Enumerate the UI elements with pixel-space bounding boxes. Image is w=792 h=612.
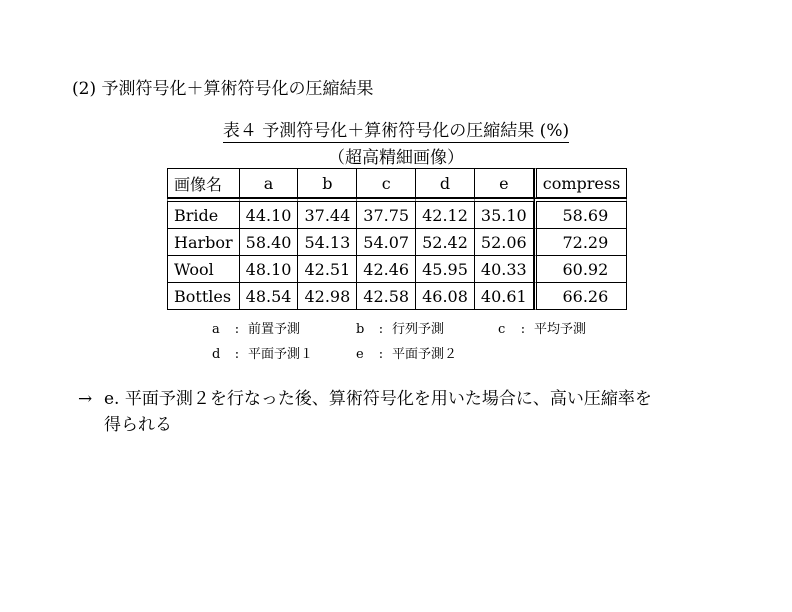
- section-heading: (2) 予測符号化＋算術符号化の圧縮結果: [72, 79, 374, 99]
- table-cell: 45.95: [416, 256, 475, 283]
- legend-colon: :: [234, 347, 240, 362]
- table-cell: 42.58: [357, 283, 416, 310]
- table-row: [167, 229, 627, 256]
- legend-item-c: [498, 318, 586, 337]
- table-cell: Wool: [167, 256, 240, 283]
- table-header-row: [167, 168, 627, 198]
- table-row: [167, 198, 627, 229]
- legend-key: b: [356, 322, 365, 337]
- table-cell: 42.98: [298, 283, 357, 310]
- table-cell: 40.33: [475, 256, 534, 283]
- legend-label: 行列予測: [392, 322, 445, 337]
- table-cell: 48.54: [240, 283, 299, 310]
- table-cell: 42.12: [416, 198, 475, 229]
- table-cell: 66.26: [534, 283, 628, 310]
- table-cell: 42.46: [357, 256, 416, 283]
- table-cell: 46.08: [416, 283, 475, 310]
- column-header: compress: [534, 168, 628, 198]
- column-header: 画像名: [167, 168, 240, 198]
- table-cell: 54.13: [298, 229, 357, 256]
- right-arrow-icon: →: [78, 389, 93, 409]
- legend-colon: :: [378, 322, 384, 337]
- table-cell: 37.44: [298, 198, 357, 229]
- table-cell: 58.69: [534, 198, 628, 229]
- legend-colon: :: [378, 347, 384, 362]
- table-cell: 48.10: [240, 256, 299, 283]
- table-caption: [0, 116, 792, 143]
- conclusion-text: [78, 386, 758, 438]
- table-cell: 42.51: [298, 256, 357, 283]
- legend-label: 平面予測１: [248, 347, 314, 362]
- table-cell: 40.61: [475, 283, 534, 310]
- table-cell: Bottles: [167, 283, 240, 310]
- table-cell: Bride: [167, 198, 240, 229]
- column-header: d: [416, 168, 475, 198]
- table-cell: 37.75: [357, 198, 416, 229]
- legend-key: a: [212, 322, 220, 337]
- column-header: c: [357, 168, 416, 198]
- legend-item-b: [356, 318, 444, 337]
- table-cell: Harbor: [167, 229, 240, 256]
- table-row: [167, 283, 627, 310]
- table-row: [167, 256, 627, 283]
- legend-label: 前置予測: [248, 322, 301, 337]
- table-cell: 52.42: [416, 229, 475, 256]
- table-cell: 35.10: [475, 198, 534, 229]
- table-caption-text: 表４ 予測符号化＋算術符号化の圧縮結果 (%): [223, 116, 569, 143]
- table-cell: 60.92: [534, 256, 628, 283]
- legend-item-d: [212, 343, 313, 362]
- legend-item-e: [356, 343, 457, 362]
- conclusion-line-1: e. 平面予測２を行なった後、算術符号化を用いた場合に、高い圧縮率を: [104, 389, 652, 409]
- legend-item-a: [212, 318, 300, 337]
- column-header: a: [240, 168, 299, 198]
- conclusion-line-2: 得られる: [104, 415, 172, 435]
- legend-label: 平均予測: [534, 322, 587, 337]
- table-subcaption: （超高精細画像）: [328, 148, 464, 168]
- table-cell: 58.40: [240, 229, 299, 256]
- legend-colon: :: [520, 322, 526, 337]
- table-cell: 52.06: [475, 229, 534, 256]
- column-header: e: [475, 168, 534, 198]
- legend-key: d: [212, 347, 221, 362]
- legend-colon: :: [234, 322, 240, 337]
- column-header: b: [298, 168, 357, 198]
- table-cell: 72.29: [534, 229, 628, 256]
- legend-key: e: [356, 347, 364, 362]
- table-cell: 44.10: [240, 198, 299, 229]
- table-cell: 54.07: [357, 229, 416, 256]
- results-table: [167, 168, 627, 310]
- legend-label: 平面予測２: [392, 347, 458, 362]
- legend-key: c: [498, 322, 506, 337]
